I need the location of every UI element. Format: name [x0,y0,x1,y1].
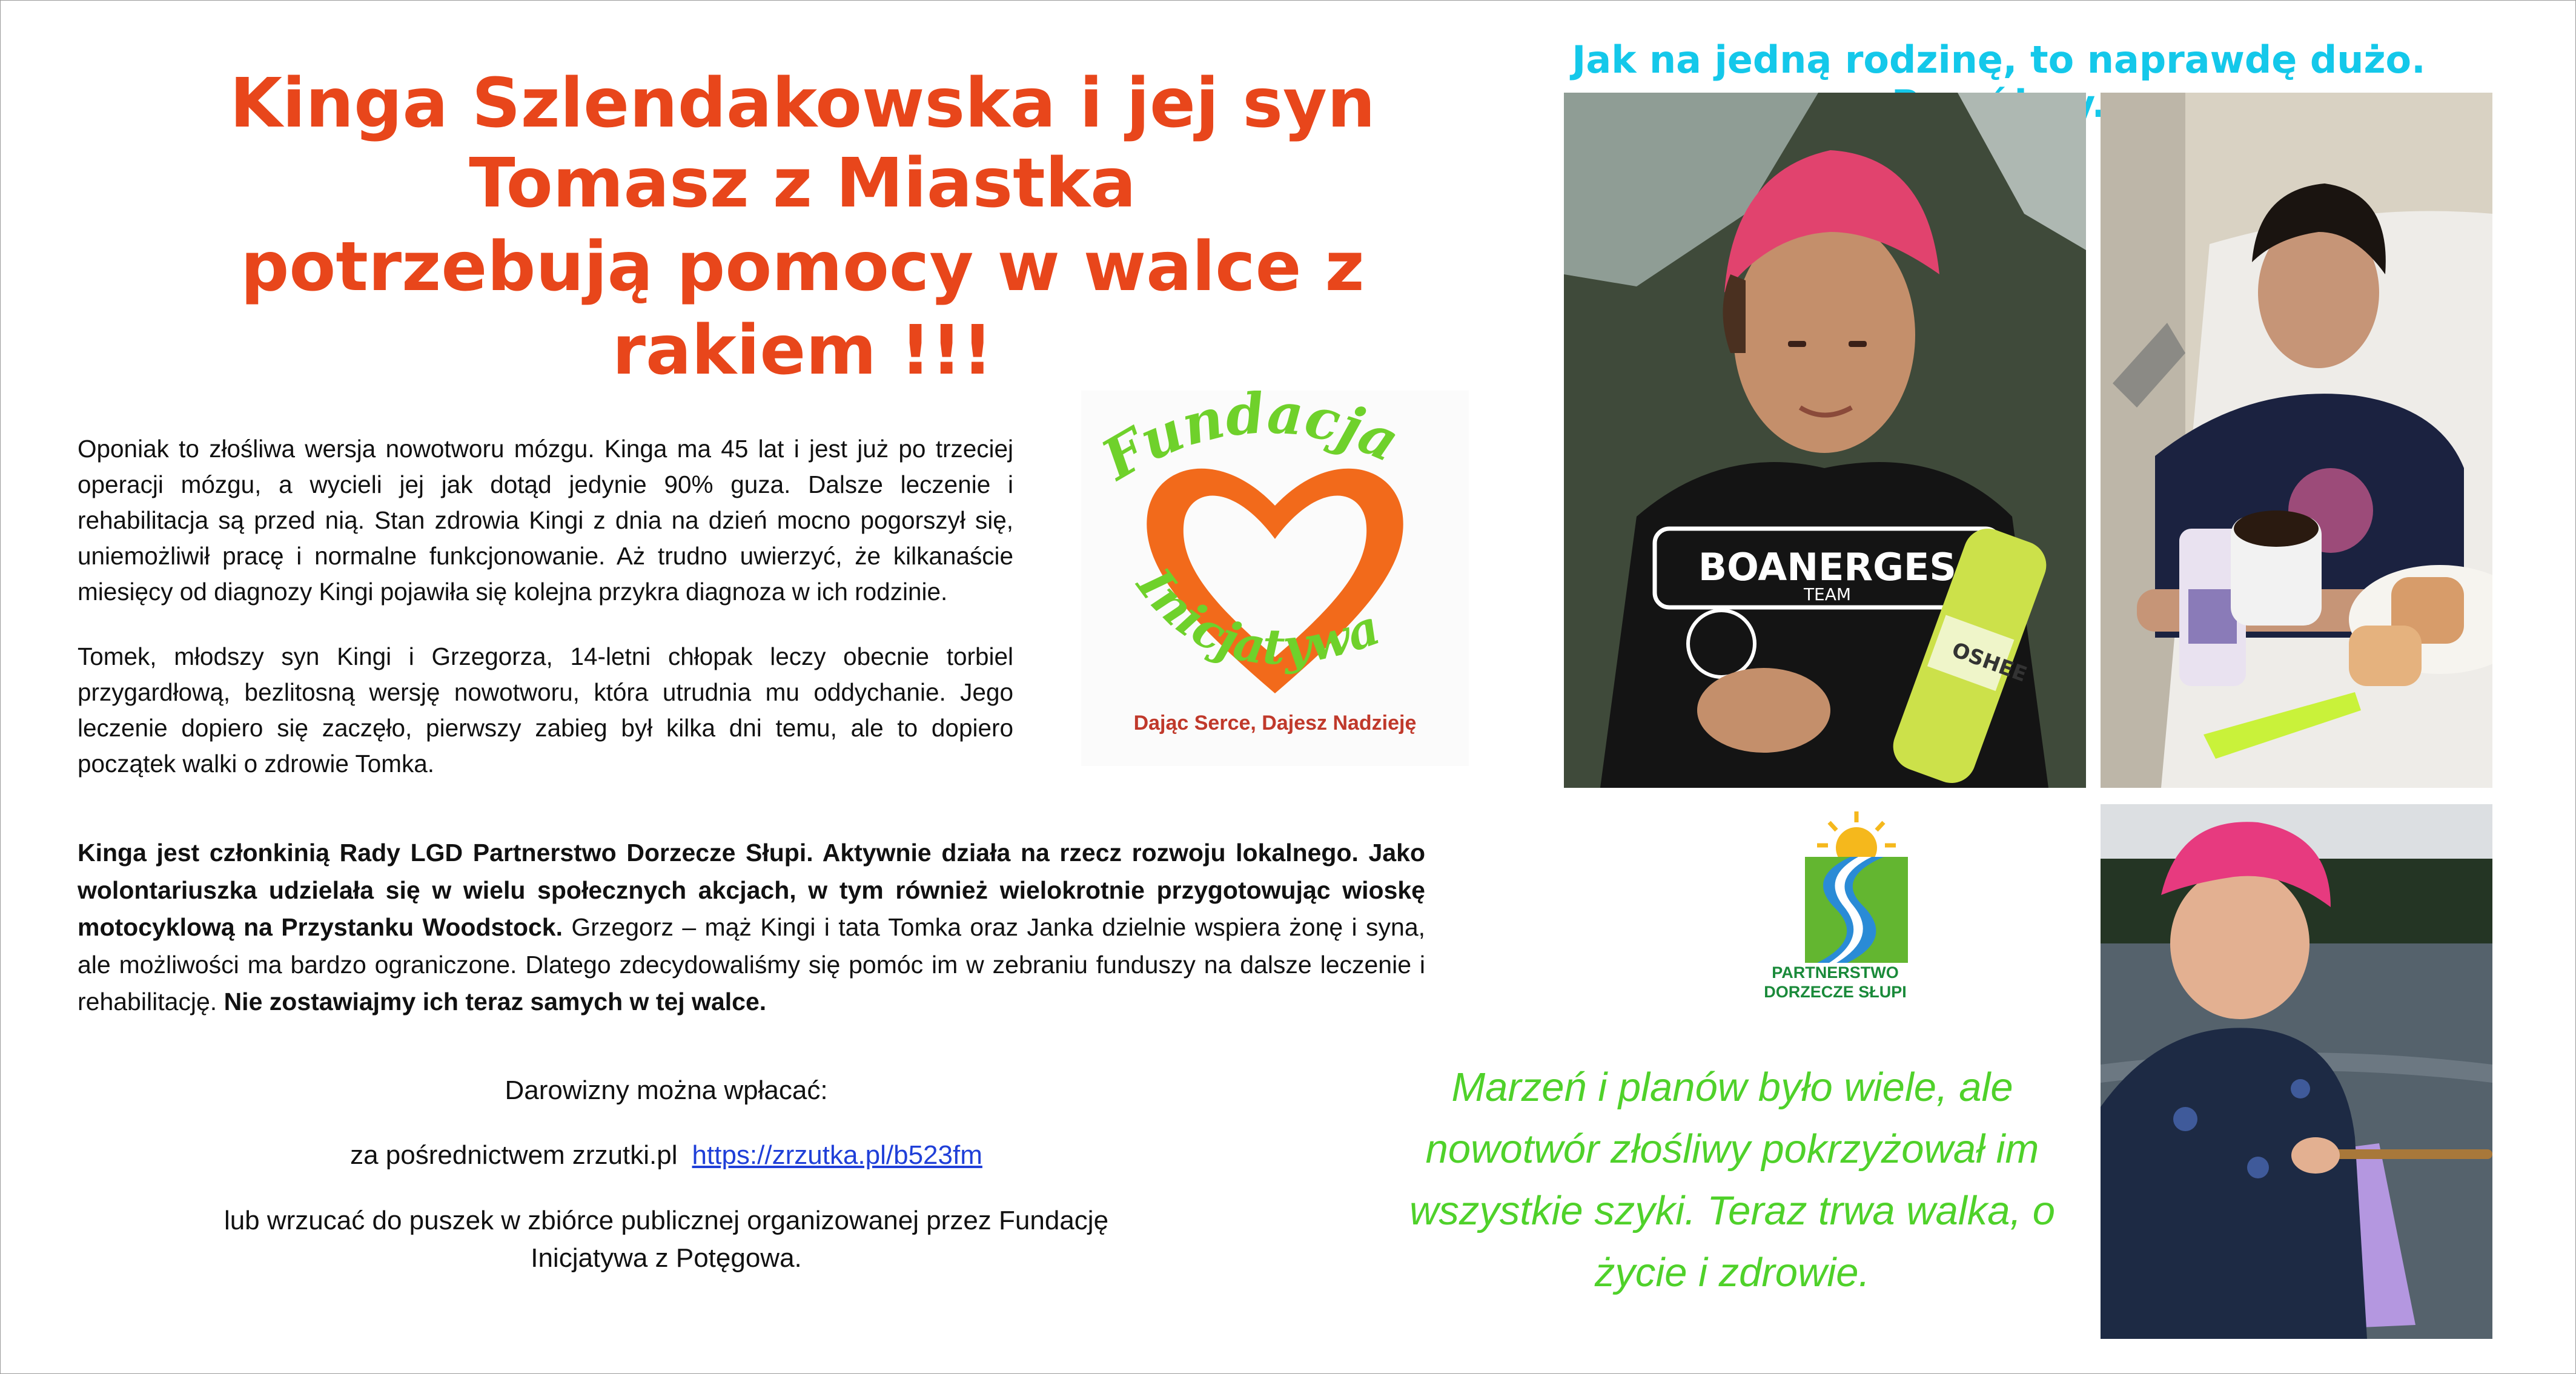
sun-river-icon [1744,805,1926,975]
donation-via-text: za pośrednictwem zrzutki.pl [350,1140,678,1170]
green-quote: Marzeń i planów było wiele, ale nowotwór złośliwy pokrzyżował im wszystkie szyki. Teraz trwa walka, o życie i zdrowie. [1409,1065,2056,1295]
foundation-word2: Inicjatywa [1126,557,1387,676]
title-line-1: Kinga Szlendakowska i jej syn [230,64,1376,143]
paragraph-meningioma: Oponiak to złośliwa wersja nowotworu mózgu. Kinga ma 45 lat i jest już po trzeciej operacji mózgu, a wycieli jej jak dotąd jedynie 90% guza. Dalsze leczenie i rehabilitacja są przed nią. Stan zdrowia Kingi z dnia na dzień mocno pogorszył się, uniemożliwił pracę i normalne funkcjonowanie. Aż trudno uwierzyć, że kilkanaście miesięcy od diagnozy Kingi pojawiła się kolejna przykra diagnoza w ich rodzinie. [78,435,1013,606]
heart-icon [1081,391,1469,766]
lgd-line-2: DORZECZE SŁUPI [1764,983,1907,1001]
zrzutka-link[interactable]: https://zrzutka.pl/b523fm [692,1140,982,1170]
title-line-2: Tomasz z Miastka [469,144,1136,223]
photo-kinga-outdoor [1564,93,2086,788]
lgd-line-1: PARTNERSTWO [1772,963,1899,982]
photo-tomek-kayak [2101,804,2492,1339]
lgd-text [1744,963,1926,1002]
paragraph-regular: Grzegorz – mąż Kingi i tata Tomka oraz Janka dzielnie wspiera żonę i syna, ale możliwości ma bardzo ograniczone. Dlatego zdecydowaliśmy się pomóc im w zebraniu funduszy na dalsze leczenie i rehabilitację. [78,913,1426,1016]
donation-collection: lub wrzucać do puszek w zbiórce publicznej organizowanej przez Fundację Inicjatywa z Potęgowa. [223,1206,1109,1273]
photo-kinga-hospital [2101,93,2492,788]
title-line-4: rakiem !!! [612,311,993,390]
donation-via [212,1137,1121,1174]
poster-title [97,64,1508,391]
fundacja-inicjatywa-logo [1081,391,1469,766]
foundation-tagline: Dając Serce, Dajesz Nadzieję [1133,712,1417,735]
shirt-text: BOANERGES [1698,545,1957,589]
paragraph-kinga-volunteer [78,834,1425,1021]
shirt-subtext: TEAM [1803,584,1852,604]
bottle-label: OSHEE [1949,638,2030,687]
foundation-word1: Fundacja [1091,391,1409,493]
donation-heading: Darowizny można wpłacać: [505,1075,828,1105]
cyan-caption: Jak na jedną rodzinę, to naprawdę dużo. [1572,38,2426,82]
lgd-partnerstwo-logo [1744,805,1926,1011]
paragraph-bold-end: Nie zostawiajmy ich teraz samych w tej walce. [223,988,767,1016]
paragraph-bold-intro: Kinga jest członkinią Rady LGD Partnerstwo Dorzecze Słupi. Aktywnie działa na rzecz rozwoju lokalnego. Jako wolontariuszka udzielała się w wielu społecznych akcjach, w tym również wielokrotnie przygotowując wioskę motocyklową na Przystanku Woodstock. [78,839,1425,941]
paragraph-tomek: Tomek, młodszy syn Kingi i Grzegorza, 14-letni chłopak leczy obecnie torbiel przygardłową, bezlitosną wersję nowotworu, która utrudnia mu oddychanie. Jego leczenie dopiero się zaczęło, pierwszy zabieg był kilka dni temu, ale to dopiero początek walki o zdrowie Tomka. [78,642,1013,778]
title-line-3: potrzebują pomocy w walce z [240,228,1365,306]
